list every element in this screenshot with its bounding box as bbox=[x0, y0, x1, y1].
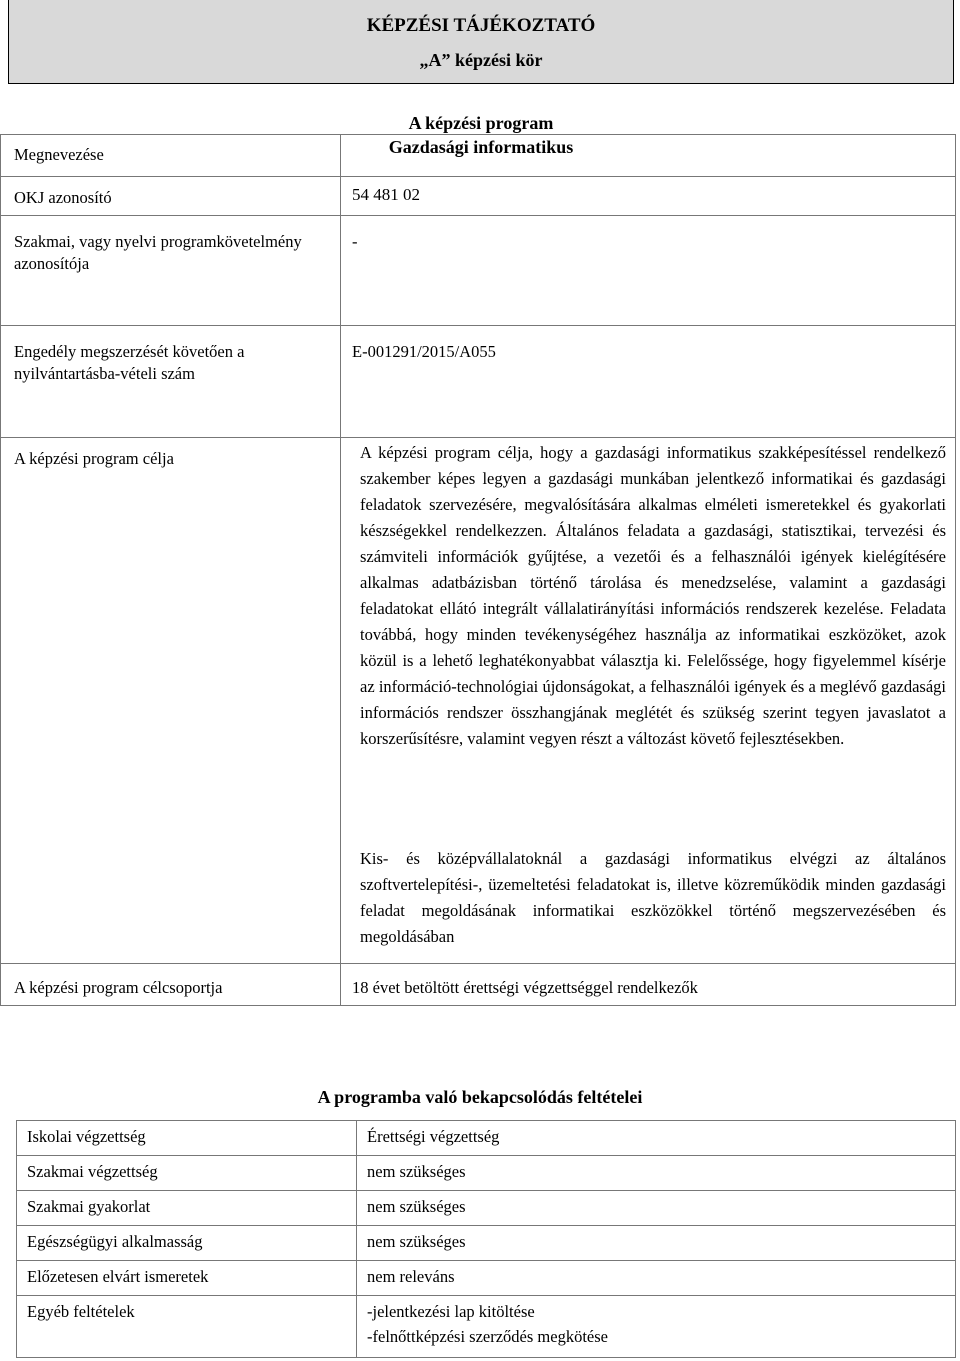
condition-value: nem szükséges bbox=[367, 1162, 466, 1181]
condition-value: nem szükséges bbox=[367, 1232, 466, 1251]
table-line bbox=[0, 963, 956, 964]
celja-label: A képzési program célja bbox=[14, 449, 174, 468]
table-line bbox=[0, 1005, 956, 1006]
condition-label: Egyéb feltételek bbox=[27, 1302, 135, 1321]
okj-label: OKJ azonosító bbox=[14, 188, 112, 207]
celcsoport-value: 18 évet betöltött érettségi végzettséggel rendelkezők bbox=[352, 978, 698, 997]
engedely-label-line1: Engedély megszerzését követően a bbox=[14, 342, 245, 361]
header-box bbox=[8, 0, 954, 84]
condition-value-line2: -felnőttképzési szerződés megkötése bbox=[367, 1327, 608, 1346]
celcsoport-label: A képzési program célcsoportja bbox=[14, 978, 223, 997]
program-heading: A képzési program bbox=[408, 113, 554, 133]
okj-value: 54 481 02 bbox=[352, 185, 420, 204]
conditions-row bbox=[17, 1191, 955, 1226]
szakmai-label-line1: Szakmai, vagy nyelvi programkövetelmény bbox=[14, 232, 302, 251]
celja-paragraph-2: Kis- és középvállalatoknál a gazdasági informatikus elvégzi az általános szoftvertelepítési-, üzemeltetési feladatokat is, illetve közreműködik minden gazdasági feladat megoldásának informatikai eszközökkel történő megszervezésében és megoldásában bbox=[360, 849, 946, 946]
condition-label: Szakmai végzettség bbox=[27, 1162, 158, 1181]
conditions-row bbox=[17, 1261, 955, 1296]
conditions-row bbox=[17, 1121, 955, 1156]
szakmai-value: - bbox=[352, 232, 358, 251]
condition-label: Egészségügyi alkalmasság bbox=[27, 1232, 203, 1251]
table-line bbox=[0, 215, 956, 216]
conditions-row bbox=[17, 1156, 955, 1191]
condition-value: Érettségi végzettség bbox=[367, 1127, 500, 1146]
table-line bbox=[0, 437, 956, 438]
conditions-row bbox=[17, 1296, 955, 1356]
conditions-row bbox=[17, 1226, 955, 1261]
document-subtitle: „A” képzési kör bbox=[419, 50, 543, 70]
table-line bbox=[0, 176, 956, 177]
condition-value: -jelentkezési lap kitöltése bbox=[367, 1302, 535, 1321]
engedely-label-line2: nyilvántartásba-vételi szám bbox=[14, 364, 195, 383]
szakmai-label-line2: azonosítója bbox=[14, 254, 90, 273]
table-line bbox=[340, 134, 341, 1006]
table-line bbox=[0, 325, 956, 326]
condition-label: Iskolai végzettség bbox=[27, 1127, 146, 1146]
table-line bbox=[955, 134, 956, 1006]
engedely-value: E-001291/2015/A055 bbox=[352, 342, 496, 361]
celja-paragraph-1: A képzési program célja, hogy a gazdasági informatikus szakképesítéssel rendelkező szakember képes legyen a gazdasági munkában jelentkező informatikai és gazdasági feladatok szervezésére, megvalósítására alkalmas elméleti ismeretekkel és gyakorlati készségekkel rendelkezzen. Általános feladata a gazdasági, statisztikai, tervezési és számviteli információk gyűjtése, a vezetői és a felhasználói igények kielégítésére alkalmas adatbázisban történő tárolása és menedzselése, valamint a gazdasági feladatokat ellátó integrált vállalatirányítási információs rendszerek kezelése. Feladata továbbá, hogy minden tevékenységéhez használja az informatikai eszközöket, azok közül is a lehető leghatékonyabbat választja ki. Felelőssége, hogy figyelemmel kísérje az információ-technológiai újdonságokat, a felhasználói igények és a meglévő gazdasági információs rendszer összhangjának meglétét és szükség szerint tegyen javaslatot a korszerűsítésre, valamint vegyen részt a változást követő fejlesztésekben. bbox=[360, 443, 946, 748]
condition-label: Szakmai gyakorlat bbox=[27, 1197, 151, 1216]
conditions-table bbox=[16, 1120, 956, 1358]
program-name: Gazdasági informatikus bbox=[388, 137, 574, 157]
megnevezes-label: Megnevezése bbox=[14, 145, 104, 164]
document-title: KÉPZÉSI TÁJÉKOZTATÓ bbox=[366, 15, 596, 36]
condition-value: nem releváns bbox=[367, 1267, 455, 1286]
table-line bbox=[0, 134, 1, 1006]
condition-label: Előzetesen elvárt ismeretek bbox=[27, 1267, 209, 1286]
condition-value: nem szükséges bbox=[367, 1197, 466, 1216]
table-line bbox=[0, 134, 956, 135]
conditions-title: A programba való bekapcsolódás feltételei bbox=[317, 1087, 643, 1107]
